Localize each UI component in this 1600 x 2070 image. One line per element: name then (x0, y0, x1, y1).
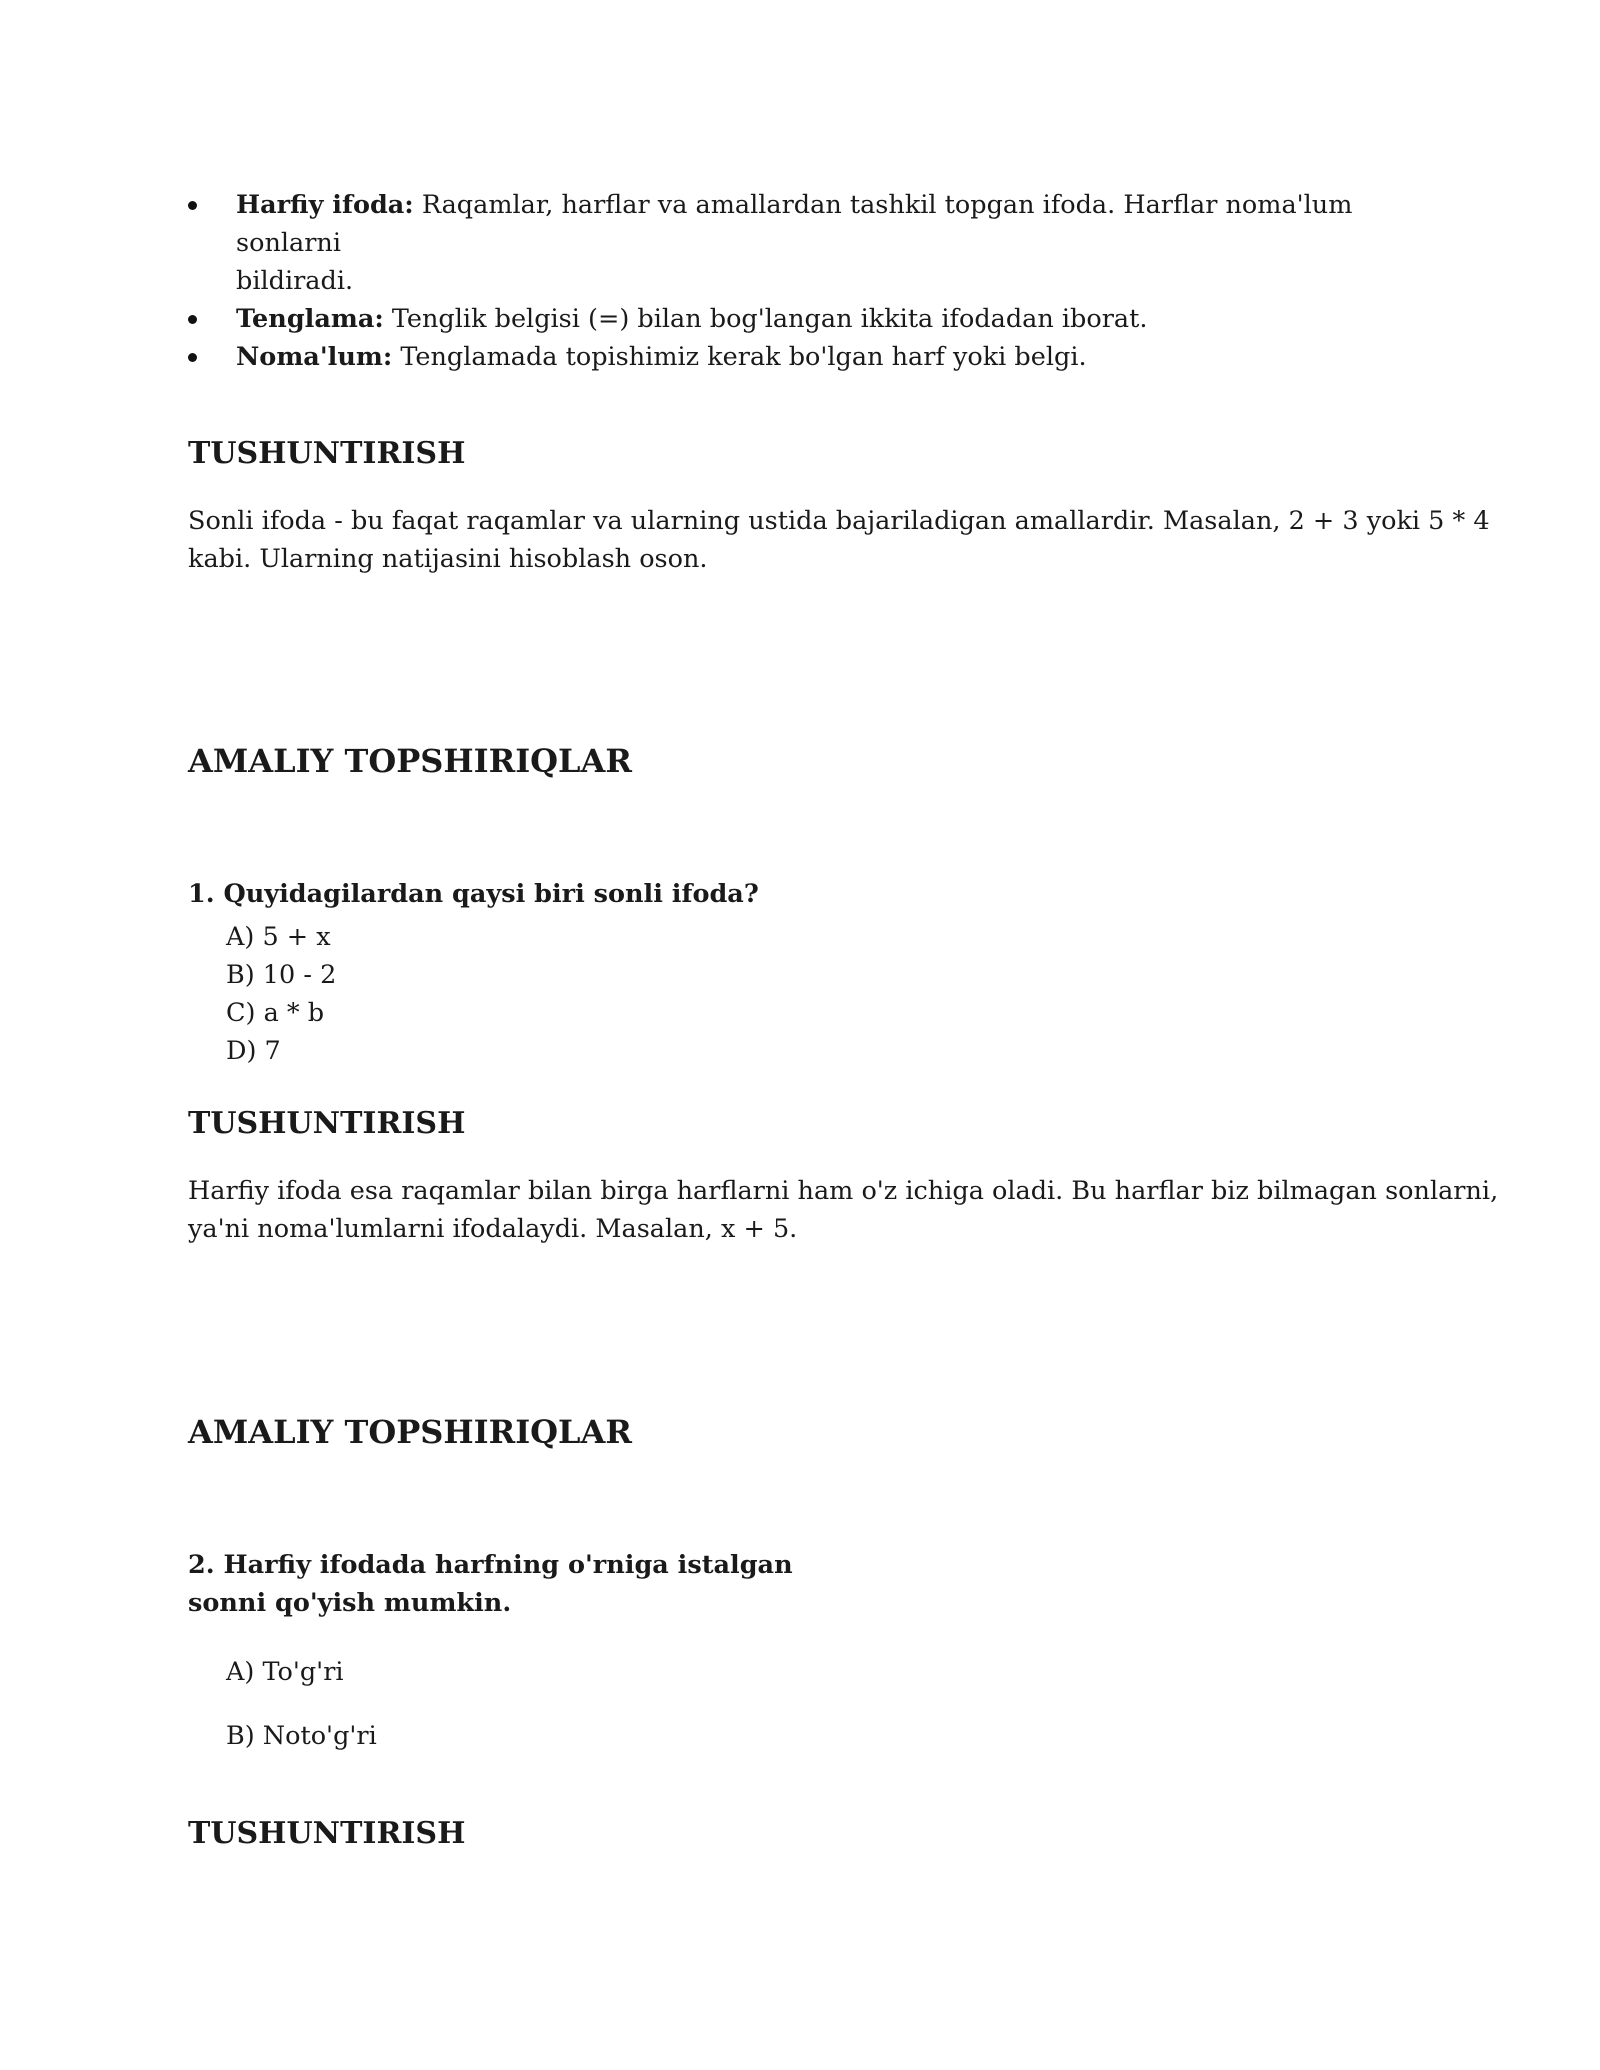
paragraph-line: kabi. Ularning natijasini hisoblash oson. (188, 544, 708, 574)
answer-option-a: A) 5 + x (226, 922, 331, 952)
list-item (188, 338, 1418, 376)
answer-option-b: B) 10 - 2 (226, 960, 337, 990)
bullet-icon (188, 201, 197, 210)
question-title (188, 875, 759, 913)
section-heading: TUSHUNTIRISH (188, 1106, 466, 1141)
answer-option-b: B) Noto'g'ri (226, 1721, 377, 1751)
definition-term: Noma'lum: (236, 342, 393, 372)
question-line: sonni qo'yish mumkin. (188, 1588, 512, 1618)
definition-text: Tenglamada topishimiz kerak bo'lgan harf yoki belgi. (392, 342, 1087, 372)
answer-option-c: C) a * b (226, 998, 325, 1028)
question-line: 2. Harfiy ifodada harfning o'rniga istalgan (188, 1550, 793, 1580)
definitions-list (188, 186, 1418, 376)
paragraph-line: ya'ni noma'lumlarni ifodalaydi. Masalan, x + 5. (188, 1214, 798, 1244)
explanation-paragraph (188, 502, 1490, 578)
practice-heading: AMALIY TOPSHIRIQLAR (188, 1413, 632, 1451)
definition-text-continued: bildiradi. (236, 266, 354, 296)
section-heading: TUSHUNTIRISH (188, 1816, 466, 1851)
definition-term: Harfiy ifoda: (236, 190, 414, 220)
bullet-icon (188, 353, 197, 362)
question-title (188, 1546, 793, 1622)
bullet-icon (188, 315, 197, 324)
paragraph-line: Harfiy ifoda esa raqamlar bilan birga harflarni ham o'z ichiga oladi. Bu harflar biz bilmagan sonlarni, (188, 1176, 1499, 1206)
definition-text: Tenglik belgisi (=) bilan bog'langan ikkita ifodadan iborat. (383, 304, 1148, 334)
answer-option-a: A) To'g'ri (226, 1657, 344, 1687)
practice-heading: AMALIY TOPSHIRIQLAR (188, 742, 632, 780)
definition-text: Raqamlar, harflar va amallardan tashkil topgan ifoda. Harflar noma'lum sonlarni (236, 190, 1353, 258)
paragraph-line: Sonli ifoda - bu faqat raqamlar va ularning ustida bajariladigan amallardir. Masalan, 2 + 3 yoki 5 * 4 (188, 506, 1490, 536)
section-heading: TUSHUNTIRISH (188, 436, 466, 471)
explanation-paragraph (188, 1172, 1498, 1248)
question-line: 1. Quyidagilardan qaysi biri sonli ifoda? (188, 879, 759, 909)
definition-term: Tenglama: (236, 304, 384, 334)
list-item (188, 186, 1418, 300)
answer-option-d: D) 7 (226, 1036, 281, 1066)
list-item (188, 300, 1418, 338)
